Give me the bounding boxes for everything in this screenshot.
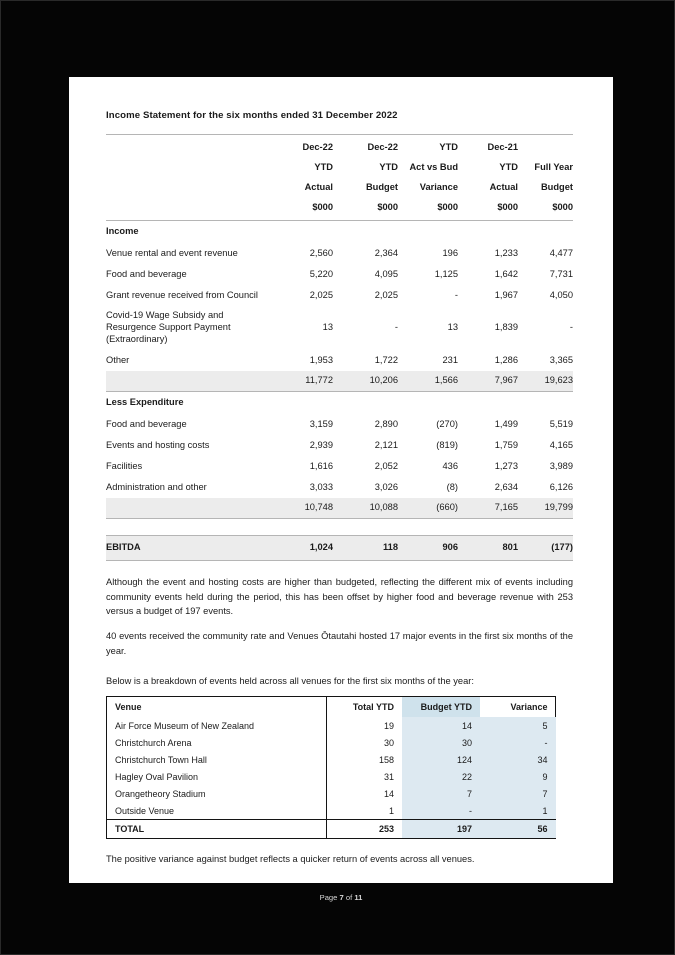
value-cell: 7,967 — [494, 375, 518, 386]
page-content — [69, 77, 613, 867]
column-header-line: $000 — [312, 202, 333, 212]
column-header — [518, 137, 573, 217]
income-total-row — [106, 371, 573, 392]
row-label: EBITDA — [106, 542, 141, 553]
venue-row — [107, 751, 555, 768]
value-cell: 13 — [447, 322, 458, 333]
row-label: Less Expenditure — [106, 397, 184, 408]
venue-name-cell: TOTAL — [107, 820, 327, 838]
row-label: Venue rental and event revenue — [106, 247, 238, 258]
value-cell: 2,890 — [374, 418, 398, 429]
expenditure-row — [106, 414, 573, 435]
variance-cell: 34 — [480, 751, 556, 768]
budget-ytd-cell: 22 — [402, 768, 480, 785]
budget-ytd-cell: 124 — [402, 751, 480, 768]
column-header-line: YTD — [499, 162, 518, 172]
value-cell: 231 — [442, 354, 458, 365]
value-cell: 19,623 — [544, 375, 573, 386]
income-table-header — [106, 135, 573, 221]
value-cell: 1,839 — [494, 322, 518, 333]
column-header-line: YTD — [314, 162, 333, 172]
value-cell: 906 — [442, 542, 458, 553]
income-table-body — [106, 221, 573, 561]
value-cell: 1,286 — [494, 354, 518, 365]
value-cell: 10,206 — [369, 375, 398, 386]
variance-cell: 56 — [480, 820, 556, 838]
row-label: Income — [106, 226, 139, 237]
value-cell: (270) — [436, 418, 458, 429]
venue-name-cell: Venue — [107, 697, 327, 717]
value-cell: 6,126 — [549, 481, 573, 492]
total-ytd-cell: 30 — [383, 737, 394, 748]
venue-total-row — [107, 819, 555, 838]
variance-cell: 5 — [480, 717, 556, 734]
expenditure-section-label — [106, 392, 573, 414]
row-label: Covid-19 Wage Subsidy and Resurgence Support Payment (Extraordinary) — [106, 310, 231, 344]
column-header-line: Dec-21 — [487, 142, 518, 152]
variance-cell: 9 — [480, 768, 556, 785]
column-header-line: $000 — [552, 202, 573, 212]
income-section-label — [106, 221, 573, 243]
expenditure-row — [106, 435, 573, 456]
row-label: Facilities — [106, 460, 143, 471]
column-header — [458, 137, 518, 217]
venue-row — [107, 802, 555, 819]
document-page — [69, 77, 613, 883]
value-cell: 7,165 — [494, 502, 518, 513]
paragraph-closing: The positive variance against budget reflects a quicker return of events across all venues. — [106, 854, 475, 865]
value-cell: 4,095 — [374, 268, 398, 279]
venue-row — [107, 734, 555, 751]
value-cell: 1,024 — [309, 542, 333, 553]
value-cell: 3,989 — [549, 460, 573, 471]
column-header-line: Actual — [304, 182, 333, 192]
variance-cell: 1 — [480, 802, 556, 819]
ebitda-row — [106, 535, 573, 561]
venue-name-cell: Christchurch Town Hall — [107, 751, 327, 768]
footer-page-number: 7 — [339, 893, 344, 902]
total-ytd-cell: 253 — [378, 824, 394, 835]
value-cell: 801 — [502, 542, 518, 553]
row-label: Grant revenue received from Council — [106, 289, 258, 300]
value-cell: 1,616 — [309, 460, 333, 471]
column-header-line: Dec-22 — [302, 142, 333, 152]
value-cell: 2,560 — [309, 247, 333, 258]
value-cell: - — [569, 322, 573, 333]
total-ytd-cell: 158 — [378, 754, 394, 765]
value-cell: 1,967 — [494, 289, 518, 300]
header-spacer — [106, 137, 268, 217]
paragraph-events-summary: 40 events received the community rate and Venues Ōtautahi hosted 17 major events in the first six months of the year. — [106, 631, 573, 656]
row-label: Events and hosting costs — [106, 439, 210, 450]
value-cell: 4,050 — [549, 289, 573, 300]
footer-total-pages: 11 — [354, 893, 363, 902]
value-cell: 2,052 — [374, 460, 398, 471]
value-cell: 7,731 — [549, 268, 573, 279]
value-cell: (8) — [446, 481, 458, 492]
value-cell: - — [454, 289, 458, 300]
column-header-line: Act vs Bud — [409, 162, 458, 172]
value-cell: 4,165 — [549, 439, 573, 450]
column-header-line: YTD — [439, 142, 458, 152]
column-header-line: Budget — [365, 182, 398, 192]
value-cell: 5,519 — [549, 418, 573, 429]
total-ytd-cell: 1 — [388, 805, 394, 816]
venue-name-cell: Air Force Museum of New Zealand — [107, 717, 327, 734]
value-cell: 2,025 — [374, 289, 398, 300]
column-header — [268, 137, 333, 217]
paragraph-commentary: Although the event and hosting costs are higher than budgeted, reflecting the different mix of events including community events held during the period, this has been offset by higher food and beverage revenue with 253 versus a budget of 197 events. — [106, 577, 573, 617]
value-cell: 10,748 — [304, 502, 333, 513]
total-ytd-cell: 14 — [383, 788, 394, 799]
value-cell: 3,026 — [374, 481, 398, 492]
venue-name-cell: Hagley Oval Pavilion — [107, 768, 327, 785]
paragraph-breakdown-intro: Below is a breakdown of events held across all venues for the first six months of the year: — [106, 675, 474, 686]
income-statement-table — [106, 134, 573, 561]
venue-row — [107, 768, 555, 785]
column-header-line: Full Year — [534, 162, 573, 172]
value-cell: 4,477 — [549, 247, 573, 258]
venue-table-header — [107, 697, 555, 717]
value-cell: (177) — [551, 542, 573, 553]
value-cell: 2,025 — [309, 289, 333, 300]
income-row — [106, 264, 573, 285]
value-cell: 1,722 — [374, 354, 398, 365]
budget-ytd-cell: 7 — [402, 785, 480, 802]
budget-ytd-cell: 197 — [402, 820, 480, 838]
income-row — [106, 285, 573, 306]
value-cell: 1,759 — [494, 439, 518, 450]
column-header-line: Budget — [540, 182, 573, 192]
value-cell: 2,634 — [494, 481, 518, 492]
variance-cell: 7 — [480, 785, 556, 802]
column-header-line: Actual — [489, 182, 518, 192]
value-cell: 1,642 — [494, 268, 518, 279]
document-title: Income Statement for the six months ended 31 December 2022 — [106, 110, 398, 121]
value-cell: 1,953 — [309, 354, 333, 365]
variance-cell: - — [480, 734, 556, 751]
value-cell: 1,233 — [494, 247, 518, 258]
expenditure-row — [106, 456, 573, 477]
row-label: Administration and other — [106, 481, 207, 492]
row-label: Food and beverage — [106, 268, 187, 279]
value-cell: 2,939 — [309, 439, 333, 450]
column-header-line — [518, 137, 573, 157]
venue-name-cell: Outside Venue — [107, 802, 327, 819]
value-cell: 1,125 — [434, 268, 458, 279]
footer-of-label: of — [345, 893, 353, 902]
budget-ytd-cell: - — [402, 802, 480, 819]
variance-cell: Variance — [510, 702, 548, 713]
venue-row — [107, 785, 555, 802]
venue-name-cell: Orangetheory Stadium — [107, 785, 327, 802]
expenditure-row — [106, 477, 573, 498]
budget-ytd-cell: Budget YTD — [402, 697, 480, 717]
column-header-line: Variance — [419, 182, 458, 192]
page-footer — [69, 893, 613, 902]
value-cell: 1,499 — [494, 418, 518, 429]
value-cell: (660) — [436, 502, 458, 513]
value-cell: 5,220 — [309, 268, 333, 279]
total-ytd-cell: 19 — [383, 720, 394, 731]
value-cell: - — [394, 322, 398, 333]
value-cell: 1,566 — [434, 375, 458, 386]
value-cell: 3,033 — [309, 481, 333, 492]
budget-ytd-cell: 14 — [402, 717, 480, 734]
total-ytd-cell: Total YTD — [352, 702, 394, 713]
value-cell: 1,273 — [494, 460, 518, 471]
footer-page-label: Page — [319, 893, 338, 902]
column-header-line: Dec-22 — [367, 142, 398, 152]
total-ytd-cell: 31 — [383, 771, 394, 782]
column-header-line: $000 — [497, 202, 518, 212]
row-label: Other — [106, 354, 130, 365]
value-cell: 3,159 — [309, 418, 333, 429]
row-label: Food and beverage — [106, 418, 187, 429]
value-cell: 436 — [442, 460, 458, 471]
budget-ytd-cell: 30 — [402, 734, 480, 751]
venue-name-cell: Christchurch Arena — [107, 734, 327, 751]
value-cell: 19,799 — [544, 502, 573, 513]
value-cell: 118 — [383, 542, 398, 553]
income-row — [106, 350, 573, 371]
income-row — [106, 306, 573, 350]
income-row — [106, 243, 573, 264]
value-cell: 11,772 — [305, 375, 333, 386]
value-cell: 10,088 — [369, 502, 398, 513]
value-cell: 2,121 — [374, 439, 398, 450]
value-cell: 13 — [322, 322, 333, 333]
expenditure-total-row — [106, 498, 573, 519]
value-cell: (819) — [436, 439, 458, 450]
value-cell: 196 — [442, 247, 458, 258]
column-header — [333, 137, 398, 217]
column-header-line: $000 — [437, 202, 458, 212]
venue-row — [107, 717, 555, 734]
value-cell: 2,364 — [374, 247, 398, 258]
column-header — [398, 137, 458, 217]
venue-events-table — [106, 696, 556, 839]
value-cell: 3,365 — [549, 354, 573, 365]
column-header-line: $000 — [377, 202, 398, 212]
column-header-line: YTD — [379, 162, 398, 172]
